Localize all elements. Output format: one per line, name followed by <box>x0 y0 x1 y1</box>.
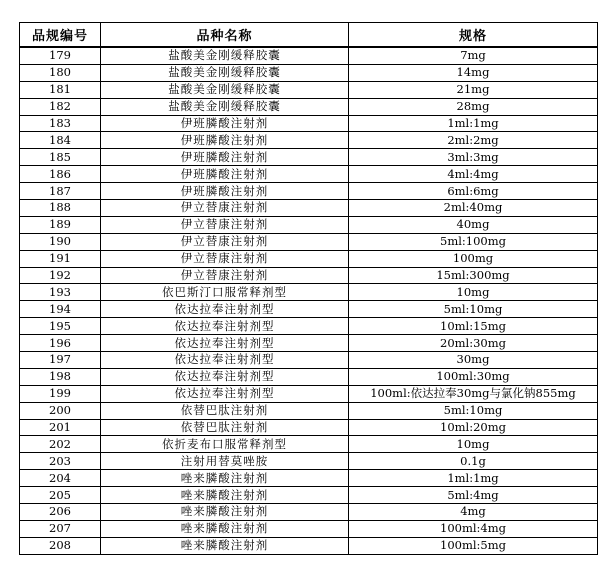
cell-code: 185 <box>20 149 101 166</box>
cell-code: 179 <box>20 47 101 64</box>
cell-spec: 10ml:15mg <box>349 318 598 335</box>
cell-code: 201 <box>20 419 101 436</box>
cell-code: 180 <box>20 64 101 81</box>
cell-name: 唑来膦酸注射剂 <box>101 504 349 521</box>
header-row <box>20 23 598 48</box>
cell-spec: 5ml:10mg <box>349 301 598 318</box>
table-header <box>20 23 598 48</box>
table-row <box>20 200 598 217</box>
table-row <box>20 368 598 385</box>
cell-spec: 100ml:依达拉奉30mg与氯化钠855mg <box>349 385 598 402</box>
cell-name: 依达拉奉注射剂型 <box>101 318 349 335</box>
cell-spec: 5ml:4mg <box>349 487 598 504</box>
cell-code: 194 <box>20 301 101 318</box>
table-row <box>20 537 598 554</box>
table-row <box>20 81 598 98</box>
cell-name: 依达拉奉注射剂型 <box>101 335 349 352</box>
cell-name: 伊班膦酸注射剂 <box>101 149 349 166</box>
table-row <box>20 402 598 419</box>
table-row <box>20 166 598 183</box>
cell-code: 197 <box>20 352 101 369</box>
cell-code: 181 <box>20 81 101 98</box>
cell-code: 206 <box>20 504 101 521</box>
table-row <box>20 487 598 504</box>
cell-name: 伊立替康注射剂 <box>101 200 349 217</box>
cell-spec: 10ml:20mg <box>349 419 598 436</box>
cell-code: 196 <box>20 335 101 352</box>
cell-name: 唑来膦酸注射剂 <box>101 537 349 554</box>
table-row <box>20 436 598 453</box>
cell-code: 187 <box>20 183 101 200</box>
cell-code: 199 <box>20 385 101 402</box>
cell-name: 盐酸美金刚缓释胶囊 <box>101 81 349 98</box>
table-row <box>20 47 598 64</box>
table-row <box>20 520 598 537</box>
cell-code: 195 <box>20 318 101 335</box>
cell-spec: 100mg <box>349 250 598 267</box>
cell-code: 183 <box>20 115 101 132</box>
table-row <box>20 267 598 284</box>
cell-spec: 5ml:10mg <box>349 402 598 419</box>
cell-spec: 100ml:5mg <box>349 537 598 554</box>
table-row <box>20 115 598 132</box>
cell-spec: 10mg <box>349 436 598 453</box>
cell-spec: 2ml:40mg <box>349 200 598 217</box>
header-code: 品规编号 <box>20 23 101 48</box>
cell-code: 191 <box>20 250 101 267</box>
cell-name: 依达拉奉注射剂型 <box>101 385 349 402</box>
table-row <box>20 132 598 149</box>
header-spec: 规格 <box>349 23 598 48</box>
cell-code: 198 <box>20 368 101 385</box>
table-row <box>20 504 598 521</box>
cell-code: 190 <box>20 233 101 250</box>
cell-spec: 6ml:6mg <box>349 183 598 200</box>
cell-spec: 4ml:4mg <box>349 166 598 183</box>
table-row <box>20 419 598 436</box>
cell-spec: 3ml:3mg <box>349 149 598 166</box>
cell-code: 189 <box>20 216 101 233</box>
cell-name: 注射用替莫唑胺 <box>101 453 349 470</box>
cell-code: 184 <box>20 132 101 149</box>
table-row <box>20 352 598 369</box>
cell-spec: 1ml:1mg <box>349 470 598 487</box>
cell-spec: 0.1g <box>349 453 598 470</box>
cell-name: 伊班膦酸注射剂 <box>101 183 349 200</box>
cell-name: 伊立替康注射剂 <box>101 267 349 284</box>
cell-spec: 20ml:30mg <box>349 335 598 352</box>
drug-spec-table <box>19 22 598 555</box>
table-row <box>20 149 598 166</box>
table-row <box>20 233 598 250</box>
table-row <box>20 318 598 335</box>
cell-spec: 40mg <box>349 216 598 233</box>
cell-name: 依达拉奉注射剂型 <box>101 301 349 318</box>
cell-spec: 7mg <box>349 47 598 64</box>
header-name: 品种名称 <box>101 23 349 48</box>
cell-name: 唑来膦酸注射剂 <box>101 470 349 487</box>
cell-spec: 10mg <box>349 284 598 301</box>
cell-spec: 100ml:4mg <box>349 520 598 537</box>
cell-name: 伊立替康注射剂 <box>101 233 349 250</box>
table-row <box>20 183 598 200</box>
cell-name: 依折麦布口服常释剂型 <box>101 436 349 453</box>
cell-name: 依替巴肽注射剂 <box>101 402 349 419</box>
table-row <box>20 335 598 352</box>
table-row <box>20 98 598 115</box>
cell-name: 伊立替康注射剂 <box>101 216 349 233</box>
cell-spec: 2ml:2mg <box>349 132 598 149</box>
cell-spec: 28mg <box>349 98 598 115</box>
table-row <box>20 64 598 81</box>
cell-name: 依达拉奉注射剂型 <box>101 368 349 385</box>
cell-code: 208 <box>20 537 101 554</box>
cell-code: 202 <box>20 436 101 453</box>
cell-spec: 1ml:1mg <box>349 115 598 132</box>
cell-name: 唑来膦酸注射剂 <box>101 520 349 537</box>
cell-name: 盐酸美金刚缓释胶囊 <box>101 47 349 64</box>
cell-code: 205 <box>20 487 101 504</box>
cell-code: 193 <box>20 284 101 301</box>
cell-name: 盐酸美金刚缓释胶囊 <box>101 64 349 81</box>
cell-name: 依达拉奉注射剂型 <box>101 352 349 369</box>
cell-code: 182 <box>20 98 101 115</box>
table-row <box>20 250 598 267</box>
cell-name: 伊班膦酸注射剂 <box>101 132 349 149</box>
cell-spec: 5ml:100mg <box>349 233 598 250</box>
cell-code: 200 <box>20 402 101 419</box>
cell-code: 192 <box>20 267 101 284</box>
cell-code: 204 <box>20 470 101 487</box>
table-row <box>20 453 598 470</box>
cell-spec: 14mg <box>349 64 598 81</box>
cell-spec: 30mg <box>349 352 598 369</box>
table-row <box>20 284 598 301</box>
cell-name: 伊班膦酸注射剂 <box>101 166 349 183</box>
cell-spec: 15ml:300mg <box>349 267 598 284</box>
table-row <box>20 385 598 402</box>
cell-name: 伊班膦酸注射剂 <box>101 115 349 132</box>
cell-spec: 21mg <box>349 81 598 98</box>
cell-name: 唑来膦酸注射剂 <box>101 487 349 504</box>
table-row <box>20 301 598 318</box>
cell-spec: 100ml:30mg <box>349 368 598 385</box>
cell-code: 188 <box>20 200 101 217</box>
table-body <box>20 47 598 554</box>
cell-code: 207 <box>20 520 101 537</box>
cell-code: 203 <box>20 453 101 470</box>
cell-code: 186 <box>20 166 101 183</box>
table-row <box>20 216 598 233</box>
cell-name: 盐酸美金刚缓释胶囊 <box>101 98 349 115</box>
cell-name: 依巴斯汀口服常释剂型 <box>101 284 349 301</box>
cell-name: 依替巴肽注射剂 <box>101 419 349 436</box>
cell-spec: 4mg <box>349 504 598 521</box>
table-row <box>20 470 598 487</box>
cell-name: 伊立替康注射剂 <box>101 250 349 267</box>
